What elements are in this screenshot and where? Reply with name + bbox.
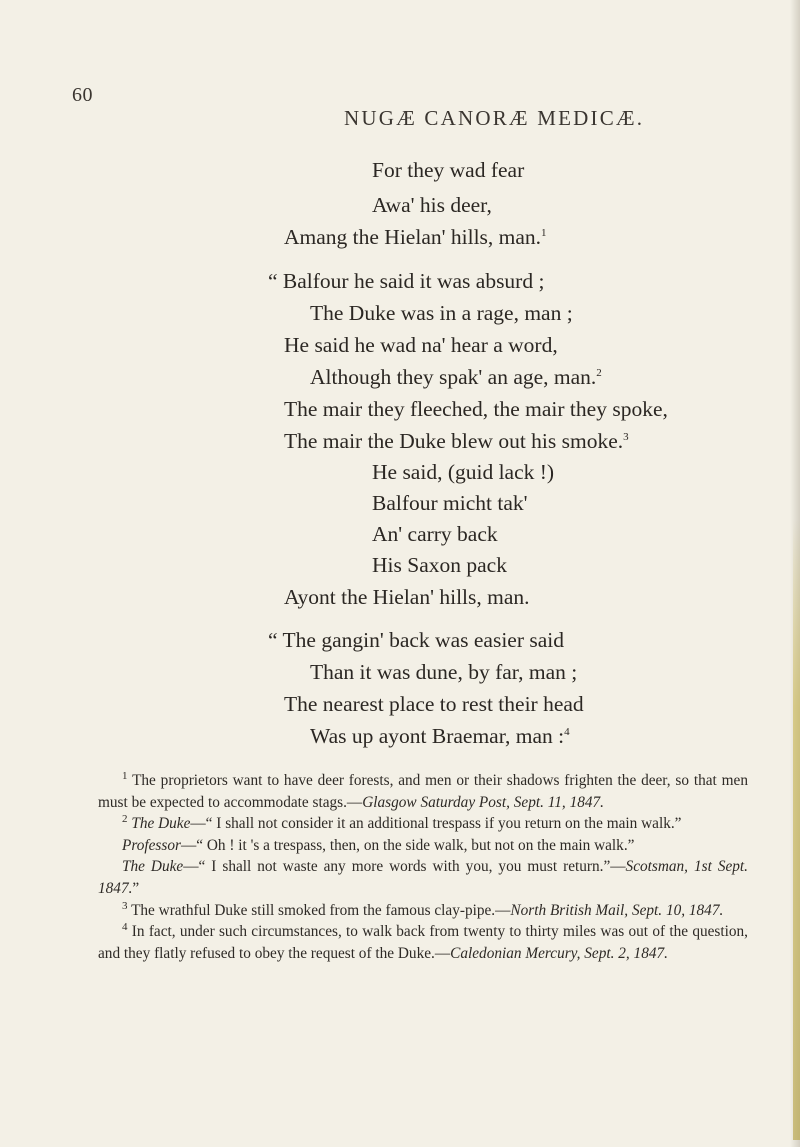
footnotes xyxy=(98,770,748,964)
verse-line: Than it was dune, by far, man ; xyxy=(310,660,578,684)
footnote-3: $^3$ The wrathful Duke still smoked from the famous clay-pipe.—North British Mail, Sept. 10, 1847. xyxy=(122,899,724,919)
verse-line: Although they spak' an age, man.$^2$ xyxy=(310,365,602,389)
verse-line: The mair they fleeched, the mair they spoke, xyxy=(284,397,668,421)
verse-line: For they wad fear xyxy=(372,158,525,182)
page-edge-stain xyxy=(793,520,800,1140)
verse-line: “ Balfour he said it was absurd ; xyxy=(268,269,545,293)
footnote-1: $^1$ The proprietors want to have deer forests, and men or their shadows frighten the deer, so that men must be expected to accommodate stags.—Glasgow Saturday Post, Sept. 11, 1847. xyxy=(98,769,748,811)
footnote-2-reply: Professor—“ Oh ! it 's a trespass, then, on the side walk, but not on the main walk.” xyxy=(122,836,635,854)
verse-line: “ The gangin' back was easier said xyxy=(268,628,565,652)
footnote-ref: 4 xyxy=(564,725,570,738)
verse-line: Was up ayont Braemar, man :$^4$ xyxy=(310,724,570,748)
footnote-ref: 3 xyxy=(623,430,629,443)
verse-line: The nearest place to rest their head xyxy=(284,692,584,716)
verse-line: The mair the Duke blew out his smoke.$^3$ xyxy=(284,429,629,453)
footnote-ref: 1 xyxy=(541,226,547,239)
verse-line: Awa' his deer, xyxy=(372,193,492,217)
running-title: NUGÆ CANORÆ MEDICÆ. xyxy=(344,106,645,130)
verse-line: His Saxon pack xyxy=(372,553,507,577)
verse-line: He said, (guid lack !) xyxy=(372,460,555,484)
verse-line: He said he wad na' hear a word, xyxy=(284,333,558,357)
verse-line: An' carry back xyxy=(372,522,498,546)
page-number: 60 xyxy=(72,84,93,106)
verse-line: Amang the Hielan' hills, man.$^1$ xyxy=(284,225,547,249)
footnote-2-duke: The Duke—“ I shall not waste any more words with you, you must return.”—Scotsman, 1st Sept. 1847.” xyxy=(98,858,748,897)
verse-line: The Duke was in a rage, man ; xyxy=(310,301,573,325)
verse-line: Balfour micht tak' xyxy=(372,491,528,515)
footnote-ref: 2 xyxy=(596,366,602,379)
footnote-4: $^4$ In fact, under such circumstances, to walk back from twenty to thirty miles was out of the question, and they flatly refused to obey the request of the Duke.—Caledonian Mercury, Sept. 2, 1847. xyxy=(98,921,748,962)
footnote-2: $^2$ The Duke—“ I shall not consider it an additional trespass if you return on the main walk.” xyxy=(122,813,682,833)
verse-line: Ayont the Hielan' hills, man. xyxy=(284,585,530,609)
